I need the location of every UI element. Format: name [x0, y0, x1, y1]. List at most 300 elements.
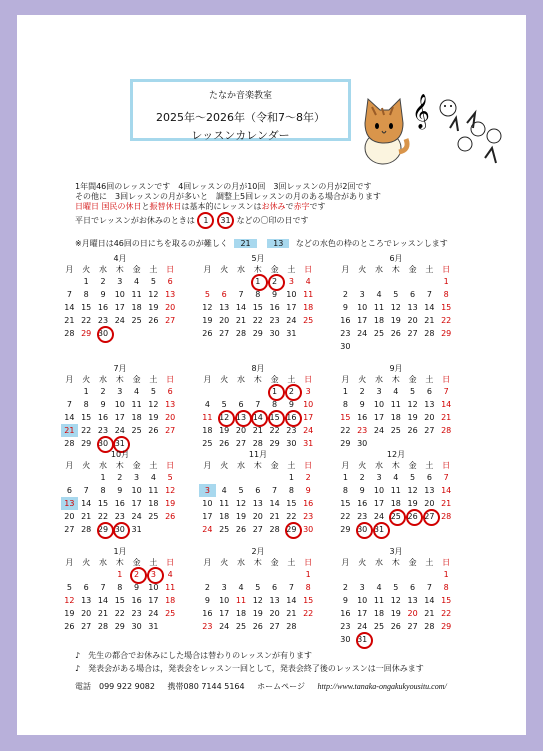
month-grid: [61, 264, 179, 340]
calendar-day: 3: [359, 583, 365, 592]
empty-day: [337, 275, 354, 288]
calendar-day: 26: [148, 426, 159, 435]
calendar-day: 1: [117, 570, 123, 579]
month-grid: [337, 374, 455, 450]
calendar-day: 13: [81, 596, 92, 605]
weekday-header: 土: [149, 461, 158, 470]
calendar-day: 18: [390, 499, 401, 508]
weekday-header: 火: [82, 558, 91, 567]
weekday-header: 水: [236, 265, 245, 274]
homepage-label: ホームページ: [257, 682, 305, 691]
teacher-absence-note: ♪ 先生の都合でお休みにした場合は替わりのレッスンが有ります: [75, 651, 313, 660]
calendar-day: 3: [199, 484, 216, 497]
calendar-day: 7: [255, 400, 261, 409]
calendar-day: 5: [150, 387, 156, 396]
calendar-day: 17: [286, 303, 297, 312]
music-notes-illustration: [410, 83, 502, 175]
calendar-day: 21: [286, 609, 297, 618]
calendar-day: 10: [373, 400, 385, 409]
calendar-day: 30: [340, 635, 351, 644]
empty-day: [266, 568, 283, 581]
intro-line-1: 1年間46回のレッスンです 4回レッスンの月が10回 3回レッスンの月が2回です: [75, 182, 372, 191]
month-6: [337, 364, 455, 450]
calendar-day: 4: [238, 583, 244, 592]
calendar-day: 27: [235, 439, 247, 448]
calendar-day: 23: [202, 622, 213, 631]
month-title: 3月: [389, 547, 403, 556]
homepage-url[interactable]: http://www.tanaka-ongakukyousitu.com/: [317, 682, 447, 691]
calendar-day: 28: [81, 525, 92, 534]
month-grid: [337, 557, 455, 646]
calendar-day: 6: [255, 486, 261, 495]
calendar-day: 25: [387, 510, 404, 523]
calendar-day: 9: [288, 400, 294, 409]
empty-day: [371, 568, 388, 581]
calendar-day: 25: [303, 316, 314, 325]
calendar-day: 7: [443, 387, 449, 396]
calendar-day: 8: [443, 583, 449, 592]
calendar-day: 4: [150, 473, 156, 482]
intro-line-3: [75, 202, 381, 212]
calendar-day: 7: [288, 583, 294, 592]
calendar-day: 31: [111, 437, 128, 450]
calendar-day: 24: [373, 426, 385, 435]
calendar-day: 26: [390, 329, 401, 338]
calendar-day: 14: [424, 596, 435, 605]
calendar-day: 29: [283, 523, 300, 536]
calendar-day: 26: [165, 512, 176, 521]
weekday-header: 木: [391, 461, 400, 470]
calendar-day: 12: [407, 486, 418, 495]
calendar-day: 18: [303, 303, 314, 312]
calendar-day: 17: [357, 316, 368, 325]
calendar-day: 30: [95, 437, 112, 450]
calendar-day: 15: [441, 596, 452, 605]
calendar-day: 23: [114, 512, 125, 521]
month-grid: [337, 264, 455, 353]
calendar-day: 30: [357, 439, 368, 448]
calendar-day: 25: [373, 329, 385, 338]
calendar-day: 28: [441, 512, 452, 521]
calendar-day: 9: [305, 486, 311, 495]
weekday-header: 月: [65, 558, 74, 567]
weekday-header: 日: [304, 375, 313, 384]
calendar-sheet: [17, 15, 526, 735]
calendar-day: 30: [354, 523, 371, 536]
calendar-day: 5: [255, 583, 261, 592]
weekday-header: 金: [408, 558, 417, 567]
empty-day: [354, 275, 371, 288]
calendar-day: 19: [390, 316, 401, 325]
calendar-day: 18: [131, 303, 142, 312]
cat-illustration: [355, 85, 411, 167]
calendar-day: 16: [131, 596, 142, 605]
month-grid: [61, 557, 179, 633]
weekday-header: 火: [358, 265, 367, 274]
calendar-day: 3: [305, 387, 311, 396]
calendar-day: 24: [114, 316, 125, 325]
calendar-day: 25: [219, 525, 230, 534]
weekday-header: 金: [408, 461, 417, 470]
monday-note: [75, 238, 448, 249]
calendar-day: 23: [269, 316, 280, 325]
calendar-day: 24: [373, 512, 385, 521]
calendar-day: 17: [148, 596, 159, 605]
calendar-day: 16: [269, 303, 280, 312]
calendar-day: 8: [342, 400, 348, 409]
blue-mark-13: 13: [267, 239, 289, 248]
calendar-day: 16: [340, 609, 351, 618]
weekday-header: 火: [220, 265, 229, 274]
month-title: 12月: [386, 450, 406, 459]
empty-day: [337, 568, 354, 581]
calendar-day: 31: [354, 633, 371, 646]
calendar-day: 13: [424, 486, 435, 495]
calendar-day: 5: [393, 290, 399, 299]
empty-day: [199, 385, 216, 398]
calendar-day: 14: [441, 486, 452, 495]
weekday-header: 日: [304, 558, 313, 567]
calendar-day: 17: [373, 499, 385, 508]
calendar-day: 29: [95, 523, 112, 536]
month-title: 7月: [113, 364, 127, 373]
calendar-day: 30: [111, 523, 128, 536]
month-grid: [61, 460, 179, 536]
calendar-day: 22: [340, 426, 351, 435]
empty-day: [404, 275, 421, 288]
empty-day: [249, 385, 266, 398]
month-9: [337, 450, 455, 536]
weekday-header: 金: [270, 461, 279, 470]
empty-day: [61, 385, 78, 398]
calendar-day: 5: [150, 277, 156, 286]
calendar-day: 17: [131, 499, 142, 508]
calendar-day: 2: [117, 473, 123, 482]
calendar-day: 16: [357, 413, 368, 422]
calendar-day: 6: [66, 486, 72, 495]
calendar-day: 19: [390, 609, 401, 618]
calendar-day: 17: [373, 413, 385, 422]
calendar-day: 18: [373, 316, 385, 325]
calendar-day: 5: [393, 583, 399, 592]
calendar-day: 19: [407, 413, 418, 422]
monday-note-text: ※月曜日は46回の日にちを取るのが難しく: [75, 239, 228, 248]
calendar-day: 15: [266, 411, 283, 424]
calendar-day: 21: [424, 609, 435, 618]
calendar-day: 13: [407, 303, 418, 312]
calendar-day: 11: [202, 413, 213, 422]
calendar-day: 14: [286, 596, 297, 605]
calendar-day: 4: [221, 486, 227, 495]
weekday-header: 水: [374, 461, 383, 470]
empty-day: [95, 568, 112, 581]
calendar-day: 12: [202, 303, 213, 312]
calendar-day: 24: [131, 512, 142, 521]
calendar-day: 17: [202, 512, 213, 521]
calendar-day: 21: [252, 426, 263, 435]
calendar-day: 14: [441, 400, 452, 409]
calendar-day: 11: [303, 290, 314, 299]
calendar-day: 19: [165, 499, 176, 508]
weekday-header: 日: [442, 265, 451, 274]
calendar-day: 16: [357, 499, 368, 508]
text-de: で: [285, 202, 294, 211]
calendar-day: 13: [424, 400, 435, 409]
calendar-day: 9: [204, 596, 210, 605]
month-10: [61, 547, 179, 633]
calendar-day: 1: [342, 473, 348, 482]
weekday-header: 木: [253, 461, 262, 470]
weekday-header: 木: [115, 265, 124, 274]
calendar-day: 23: [357, 512, 368, 521]
weekday-header: 土: [287, 461, 296, 470]
calendar-day: 7: [66, 290, 72, 299]
calendar-day: 24: [202, 525, 213, 534]
calendar-day: 15: [286, 499, 297, 508]
calendar-day: 15: [81, 303, 92, 312]
calendar-day: 26: [235, 525, 247, 534]
calendar-day: 18: [131, 413, 142, 422]
calendar-day: 28: [252, 439, 263, 448]
calendar-day: 21: [97, 609, 109, 618]
empty-day: [61, 471, 78, 484]
calendar-day: 28: [97, 622, 109, 631]
text-basic-rule: は基本的にレッスンは: [181, 202, 262, 211]
weekday-header: 土: [149, 375, 158, 384]
weekday-header: 木: [391, 265, 400, 274]
calendar-day: 10: [219, 596, 230, 605]
calendar-day: 18: [390, 413, 401, 422]
calendar-day: 26: [202, 329, 213, 338]
phone-number: 電話 099 922 9082: [75, 682, 155, 691]
calendar-day: 14: [81, 499, 92, 508]
calendar-day: 18: [165, 596, 176, 605]
weekday-header: 日: [442, 558, 451, 567]
calendar-day: 19: [235, 512, 247, 521]
calendar-day: 5: [167, 473, 173, 482]
weekday-header: 金: [132, 558, 141, 567]
month-7: [61, 450, 179, 536]
calendar-day: 29: [114, 622, 125, 631]
calendar-day: 1: [443, 277, 449, 286]
calendar-day: 12: [64, 596, 75, 605]
weekday-header: 土: [425, 461, 434, 470]
calendar-day: 4: [376, 290, 382, 299]
empty-day: [266, 471, 283, 484]
calendar-day: 11: [390, 486, 401, 495]
calendar-day: 14: [97, 596, 109, 605]
calendar-day: 14: [235, 303, 247, 312]
calendar-day: 5: [204, 290, 210, 299]
calendar-day: 19: [252, 609, 263, 618]
calendar-day: 5: [221, 400, 227, 409]
calendar-day: 29: [340, 439, 351, 448]
calendar-day: 15: [340, 499, 351, 508]
calendar-day: 5: [410, 473, 416, 482]
calendar-day: 31: [131, 525, 142, 534]
weekday-header: 土: [287, 558, 296, 567]
month-5: [199, 364, 317, 450]
title-box: [130, 79, 351, 141]
month-title: 1月: [113, 547, 127, 556]
blue-mark-21: 21: [234, 239, 256, 248]
calendar-day: 11: [131, 400, 142, 409]
calendar-day: 12: [407, 400, 418, 409]
calendar-day: 2: [100, 277, 106, 286]
weekday-header: 月: [341, 558, 350, 567]
empty-day: [199, 471, 216, 484]
calendar-day: 10: [202, 499, 213, 508]
calendar-day: 21: [61, 424, 78, 437]
calendar-day: 1: [249, 275, 266, 288]
calendar-day: 6: [221, 290, 227, 299]
month-11: [199, 547, 317, 633]
calendar-day: 16: [340, 316, 351, 325]
weekday-header: 金: [270, 558, 279, 567]
calendar-day: 15: [340, 413, 351, 422]
calendar-day: 23: [97, 426, 109, 435]
empty-day: [233, 275, 250, 288]
weekday-header: 日: [166, 558, 175, 567]
calendar-day: 29: [340, 525, 351, 534]
calendar-day: 2: [359, 473, 365, 482]
calendar-day: 22: [252, 316, 263, 325]
national-holiday-label: 国民の休日: [101, 202, 142, 211]
weekday-header: 水: [374, 375, 383, 384]
calendar-day: 3: [117, 277, 123, 286]
calendar-day: 22: [286, 512, 297, 521]
monday-note-suffix: などの水色の枠のところでレッスンします: [295, 239, 448, 248]
calendar-day: 28: [424, 622, 435, 631]
calendar-day: 21: [269, 512, 280, 521]
calendar-day: 26: [252, 622, 263, 631]
calendar-day: 13: [165, 290, 176, 299]
calendar-day: 7: [66, 400, 72, 409]
calendar-day: 15: [81, 413, 92, 422]
calendar-day: 25: [202, 439, 213, 448]
weekday-header: 月: [341, 375, 350, 384]
calendar-day: 31: [148, 622, 159, 631]
empty-day: [233, 568, 250, 581]
calendar-day: 23: [97, 316, 109, 325]
calendar-day: 26: [407, 426, 418, 435]
calendar-day: 7: [238, 290, 244, 299]
calendar-day: 8: [342, 486, 348, 495]
weekday-header: 木: [115, 461, 124, 470]
calendar-day: 9: [134, 583, 140, 592]
calendar-day: 18: [219, 512, 230, 521]
calendar-day: 28: [64, 439, 75, 448]
month-title: 8月: [251, 364, 265, 373]
calendar-day: 5: [238, 486, 244, 495]
recital-note: ♪ 発表会がある場合は，発表会をレッスン一回として，発表会終了後のレッスンは一回休みます: [75, 664, 424, 673]
calendar-day: 22: [97, 512, 109, 521]
weekday-header: 木: [253, 265, 262, 274]
calendar-day: 24: [114, 426, 125, 435]
calendar-day: 9: [117, 486, 123, 495]
calendar-day: 8: [443, 290, 449, 299]
calendar-day: 10: [286, 290, 297, 299]
calendar-day: 24: [219, 622, 230, 631]
weekday-header: 火: [82, 375, 91, 384]
calendar-day: 27: [219, 329, 230, 338]
weekday-header: 木: [253, 558, 262, 567]
calendar-day: 25: [148, 512, 159, 521]
calendar-day: 28: [64, 329, 75, 338]
calendar-day: 3: [145, 568, 162, 581]
calendar-day: 25: [235, 622, 247, 631]
calendar-day: 6: [426, 473, 432, 482]
calendar-day: 10: [131, 486, 142, 495]
calendar-day: 12: [165, 486, 176, 495]
calendar-day: 3: [221, 583, 227, 592]
weekday-header: 月: [65, 461, 74, 470]
calendar-day: 19: [202, 316, 213, 325]
month-title: 6月: [389, 254, 403, 263]
calendar-day: 27: [407, 329, 418, 338]
empty-day: [249, 568, 266, 581]
weekday-header: 月: [65, 265, 74, 274]
calendar-day: 24: [357, 329, 368, 338]
calendar-day: 4: [167, 570, 173, 579]
calendar-day: 15: [114, 596, 125, 605]
calendar-day: 2: [128, 568, 145, 581]
weekday-header: 木: [115, 558, 124, 567]
calendar-day: 31: [303, 439, 314, 448]
calendar-day: 21: [424, 316, 435, 325]
calendar-day: 25: [373, 622, 385, 631]
empty-day: [421, 568, 438, 581]
calendar-day: 10: [148, 583, 159, 592]
calendar-day: 4: [376, 583, 382, 592]
calendar-day: 12: [390, 596, 401, 605]
calendar-day: 20: [81, 609, 92, 618]
calendar-day: 23: [340, 329, 351, 338]
calendar-day: 10: [357, 596, 368, 605]
weekday-header: 火: [82, 461, 91, 470]
calendar-day: 17: [219, 609, 230, 618]
calendar-day: 1: [305, 570, 311, 579]
calendar-day: 19: [148, 413, 159, 422]
empty-day: [61, 275, 78, 288]
weekday-header: 金: [408, 375, 417, 384]
weekday-header: 水: [374, 558, 383, 567]
circle-explanation: などの〇印の日です: [236, 216, 309, 225]
calendar-day: 12: [148, 400, 159, 409]
weekday-header: 日: [442, 375, 451, 384]
calendar-day: 12: [252, 596, 263, 605]
calendar-day: 7: [83, 486, 89, 495]
calendar-day: 30: [269, 329, 280, 338]
text-and: と: [141, 202, 150, 211]
calendar-day: 19: [64, 609, 75, 618]
calendar-day: 5: [410, 387, 416, 396]
month-grid: [199, 460, 317, 536]
empty-day: [199, 275, 216, 288]
calendar-day: 22: [269, 426, 280, 435]
calendar-day: 28: [269, 525, 280, 534]
calendar-day: 13: [61, 497, 78, 510]
calendar-day: 23: [286, 426, 297, 435]
month-grid: [337, 460, 455, 536]
month-title: 5月: [251, 254, 265, 263]
empty-day: [387, 568, 404, 581]
calendar-day: 14: [269, 499, 280, 508]
calendar-day: 3: [359, 290, 365, 299]
calendar-day: 4: [305, 277, 311, 286]
calendar-day: 21: [235, 316, 247, 325]
calendar-day: 15: [252, 303, 263, 312]
